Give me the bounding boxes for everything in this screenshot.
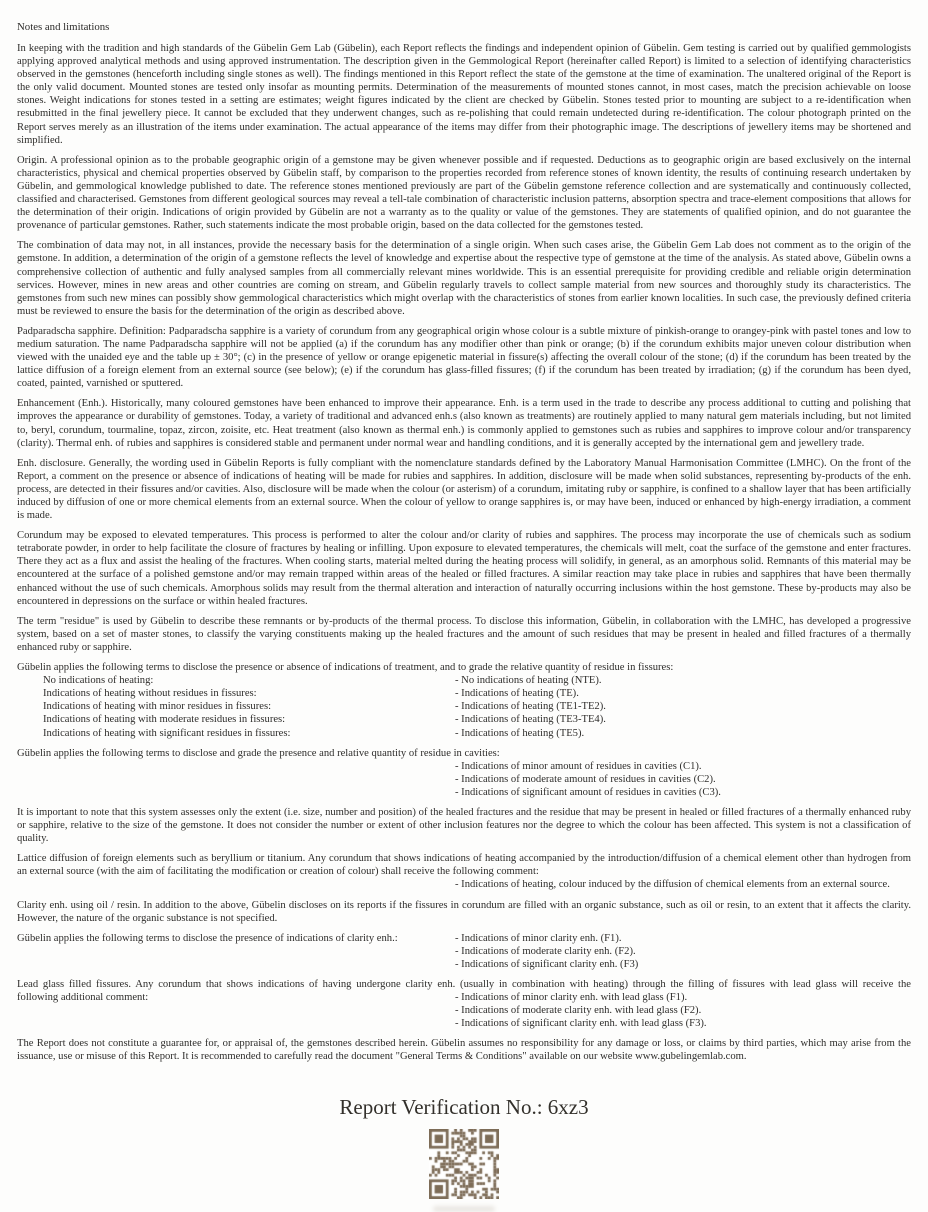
term-right-value: - Indications of moderate amount of residues in cavities (C2). <box>455 773 716 785</box>
clarity-terms-label: Gübelin applies the following terms to disclose the presence of indications of clarity enh.: <box>17 932 398 944</box>
term-row <box>17 958 911 971</box>
verification-heading: Report Verification No.: 6xz3 <box>339 1094 589 1119</box>
term-row <box>17 700 911 713</box>
term-right-value: - Indications of minor clarity enh. with lead glass (F1). <box>455 992 688 1004</box>
term-right-value: - Indications of significant clarity enh. (F3) <box>455 958 639 970</box>
paragraph-enh-disclosure: Enh. disclosure. Generally, the wording used in Gübelin Reports is fully compliant with the nomenclature standards defined by the Laboratory Manual Harmonisation Committee (LMHC). On the front of the Report, a comment on the presence or absence of indications of heating will be made for rubies and sapphires. In addition, disclosure will be made when solid substances, representing by-products of the enh. process, are detected in their fissures and/or cavities. Also, disclosure will be made when the colour (or asterism) of a corundum, imitating ruby or sapphire, is confined to a shallow layer that has been artificially induced by diffusion of one or more chemical elements from an external source. When the colour of yellow to orange sapphires is, or may have been, induced or enhanced by high-energy irradiation, a comment is made. <box>17 457 911 522</box>
term-right-value: - Indications of moderate clarity enh. (F2). <box>455 945 636 957</box>
term-left-label: No indications of heating: <box>43 675 154 687</box>
lead-glass-line2-label: following additional comment: <box>17 992 149 1004</box>
lead-glass-line1: Lead glass filled fissures. Any corundum that shows indications of having undergone clarity enh. (usually in combination with heating) through the filling of fissures with lead glass will receive the <box>17 979 911 990</box>
term-right-value: - Indications of heating, colour induced by the diffusion of chemical elements from an external source. <box>455 879 890 891</box>
term-row <box>17 674 911 687</box>
clarity-terms-list <box>17 932 911 971</box>
heating-terms-intro: Gübelin applies the following terms to disclose the presence or absence of indications of treatment, and to grade the relative quantity of residue in fissures: <box>17 662 674 674</box>
term-row <box>17 713 911 726</box>
term-left-label: Indications of heating with minor residues in fissures: <box>43 701 272 713</box>
paragraph-disclaimer: The Report does not constitute a guarantee for, or appraisal of, the gemstones described herein. Gübelin assumes no responsibility for any damage or loss, or claims by third parties, which may arise from the issuance, use or misuse of this Report. It is recommended to carefully read the document "General Terms & Conditions" available on our website www.gubelingemlab.com. <box>17 1038 911 1063</box>
paragraph-combination: The combination of data may not, in all instances, provide the necessary basis for the determination of a single origin. When such cases arise, the Gübelin Gem Lab does not comment as to the origin of the gemstone. In addition, a determination of the origin of a gemstone reflects the level of knowledge and expertise about the respective type of gemstone at the time of the analysis. As stated above, Gübelin owns a comprehensive collection of authentic and fully analysed samples from all commercially relevant mines worldwide. This is an essential prerequisite for providing credible and reliable origin determination services. However, mines in new areas and other countries are coming on stream, and Gübelin regularly travels to collect sample material from new sources and thoroughly study its characteristics. The gemstones from such new mines can possibly show gemmological characteristics which might overlap with the characteristics of stones from earlier known localities. In such case, the previously defined criteria must be reviewed to ensure the basis for the determination of the origin as described above. <box>17 240 911 317</box>
paragraph-enhancement: Enhancement (Enh.). Historically, many coloured gemstones have been enhanced to improve their appearance. Enh. is a term used in the trade to describe any process additional to cutting and polishing that improves the appearance or durability of gemstones. Today, a variety of traditional and advanced enh.s (also known as treatments) are routinely applied to many natural gem materials including, but not limited to, beryl, corundum, tourmaline, topaz, zircon, zoisite, etc. Heat treatment (also known as thermal enh.) is commonly applied to gemstones such as rubies and sapphires to improve colour and/or transparency (clarity). Thermal enh. of rubies and sapphires is considered stable and permanent under normal wear and handling conditions, and it is generally accepted by the international gem and jewellery trade. <box>17 398 911 449</box>
term-left-label: Indications of heating without residues in fissures: <box>43 688 257 700</box>
paragraph-corundum-temperatures: Corundum may be exposed to elevated temperatures. This process is performed to alter the colour and/or clarity of rubies and sapphires. The process may incorporate the use of chemicals such as sodium tetraborate powder, in order to help facilitate the closure of fractures by healing or infilling. Upon exposure to elevated temperatures, the chemicals will melt, coat the surface of the gemstone and enter fractures. There they act as a flux and assist the healing of the fractures. When cooling starts, material melted during the heating process will solidify, in general, as an amorphous solid. Remnants of this material may be encountered at the surface of a polished gemstone and/or may remain trapped within areas of the healed or filled fractures. A similar reaction may take place in rubies and sapphires that have been thermally enhanced without the use of such chemicals. Amorphous solids may result from the thermal alteration and interaction of naturally occurring inclusions within the host gemstone. These by-products may also be encountered in depressions on the surface or within healed fractures. <box>17 530 911 607</box>
page-title: Notes and limitations <box>17 21 110 33</box>
paragraph-lattice-diffusion: Lattice diffusion of foreign elements such as beryllium or titanium. Any corundum that shows indications of heating accompanied by the introduction/diffusion of a chemical element other than hydrogen from an external source (with the aim of facilitating the modification or creation of colour) shall receive the following comment: <box>17 853 911 878</box>
term-row <box>17 786 911 799</box>
qr-section <box>17 1129 911 1212</box>
term-right-value: - Indications of heating (TE3-TE4). <box>455 714 606 726</box>
paragraph-general: In keeping with the tradition and high standards of the Gübelin Gem Lab (Gübelin), each Report reflects the findings and independent opinion of Gübelin. Gem testing is carried out by qualified gemmologists applying approved analytical methods and using approved instrumentation. The description given in the Gemmological Report (hereinafter called Report) is limited to a selection of identifying characteristics observed in the gemstones (henceforth including single stones as well). The findings mentioned in this Report reflect the state of the gemstone at the time of examination. The unaltered original of the Report is the only valid document. Mounted stones are tested only insofar as mounting permits. Determination of the measurements of mounted stones cannot, in most cases, match the precision achievable on loose stones. Weight indications for stones tested in a setting are estimates; weight figures indicated by the client are checked by Gübelin. Stones tested prior to mounting are subject to a re-identification when resubmitted in the final jewellery piece. It cannot be excluded that they underwent changes, such as re-polishing that could remain undetected during re-identification. The colour photograph printed on the Report serves merely as an illustration of the items under examination. The actual appearance of the items may differ from their photographic image. The descriptions of jewellery items may be shortened and simplified. <box>17 43 911 146</box>
term-row <box>17 687 911 700</box>
paragraph-padparadscha: Padparadscha sapphire. Definition: Padparadscha sapphire is a variety of corundum from any geographical origin whose colour is a subtle mixture of pinkish-orange to orangey-pink with pastel tones and low to medium saturation. The name Padparadscha sapphire will not be applied (a) if the corundum has any modifier other than pink or orange; (b) if the corundum exhibits major uneven colour distribution when viewed with the unaided eye and the table up ± 30°; (c) in the presence of yellow or orange epigenetic material in fissure(s) affecting the overall colour of the stone; (d) if the corundum has been treated by the lattice diffusion of a foreign element from an external source (see below); (e) if the corundum has glass-filled fissures; (f) if the corundum has been treated by irradiation; (g) if the corundum has been dyed, coated, painted, varnished or sputtered. <box>17 325 911 390</box>
cavities-terms-intro: Gübelin applies the following terms to disclose and grade the presence and relative quantity of residue in cavities: <box>17 747 500 759</box>
term-right-value: - Indications of significant amount of residues in cavities (C3). <box>455 786 721 798</box>
paragraph-origin: Origin. A professional opinion as to the probable geographic origin of a gemstone may be given whenever possible and if requested. Deductions as to geographic origin are based exclusively on the internal characteristics, physical and chemical properties observed by Gübelin staff, by comparison to the properties recorded from reference stones of known identity, the results of continuing research undertaken by Gübelin, and gemmological knowledge published to date. The reference stones mentioned previously are part of the Gübelin gemstone reference collection and are systematically and continuously collected, classified and characterised. Gemstones from different geological sources may reveal a tell-tale combination of characteristic inclusion patterns, absorption spectra and trace-element compositions that allows for the determination of their origin. Indications of origin provided by Gübelin are not a warranty as to the quality or value of the gemstones. They are statements of qualified opinion, and do not guarantee the provenance of particular gemstones. Rather, such statements indicate the most probable origin, based on the data collected for the gemstones tested. <box>17 154 911 232</box>
lattice-diffusion-block <box>17 852 911 891</box>
term-right-value: - Indications of moderate clarity enh. with lead glass (F2). <box>455 1005 702 1017</box>
term-right-value: - Indications of heating (TE1-TE2). <box>455 701 606 713</box>
term-left-label: Indications of heating with significant residues in fissures: <box>43 727 291 739</box>
term-row <box>17 1017 911 1030</box>
term-row <box>17 727 911 740</box>
term-left-label: Indications of heating with moderate residues in fissures: <box>43 714 286 726</box>
term-right-value: - No indications of heating (NTE). <box>455 675 602 687</box>
paragraph-clarity-oil-resin: Clarity enh. using oil / resin. In addition to the above, Gübelin discloses on its reports if the fissures in corundum are filled with an organic substance, such as oil or resin, to an extent that it affects the clarity. However, the nature of the organic substance is not specified. <box>17 899 911 924</box>
term-row <box>17 773 911 786</box>
term-right-value: - Indications of heating (TE5). <box>455 727 585 739</box>
lead-glass-block <box>17 978 911 1030</box>
qr-code <box>429 1129 499 1199</box>
term-row <box>17 1004 911 1017</box>
term-row <box>17 945 911 958</box>
term-right-value: - Indications of minor clarity enh. (F1). <box>455 932 622 944</box>
term-right-value: - Indications of minor amount of residues in cavities (C1). <box>455 760 702 772</box>
term-right-value: - Indications of significant clarity enh. with lead glass (F3). <box>455 1018 707 1030</box>
term-row <box>17 932 911 945</box>
heating-fissures-terms-list <box>17 661 911 740</box>
paragraph-residue: The term "residue" is used by Gübelin to describe these remnants or by-products of the thermal process. To disclose this information, Gübelin, in collaboration with the LMHC, has developed a progressive system, based on a set of master stones, to classify the varying constituents making up the healed fractures and the amount of such residues that may be present in healed and filled fractures of a thermally enhanced ruby or sapphire. <box>17 615 911 653</box>
paragraph-system-note: It is important to note that this system assesses only the extent (i.e. size, number and position) of the healed fractures and the residue that may be present in healed or filled fractures of a thermally enhanced ruby or sapphire, relative to the size of the gemstone. It does not consider the number or extent of other inclusion features nor the degree to which the colour has been affected. This system is not a classification of quality. <box>17 806 911 845</box>
term-row <box>17 991 911 1004</box>
term-row <box>17 878 911 891</box>
term-row <box>17 760 911 773</box>
cavities-terms-list <box>17 747 911 799</box>
term-right-value: - Indications of heating (TE). <box>455 688 579 700</box>
